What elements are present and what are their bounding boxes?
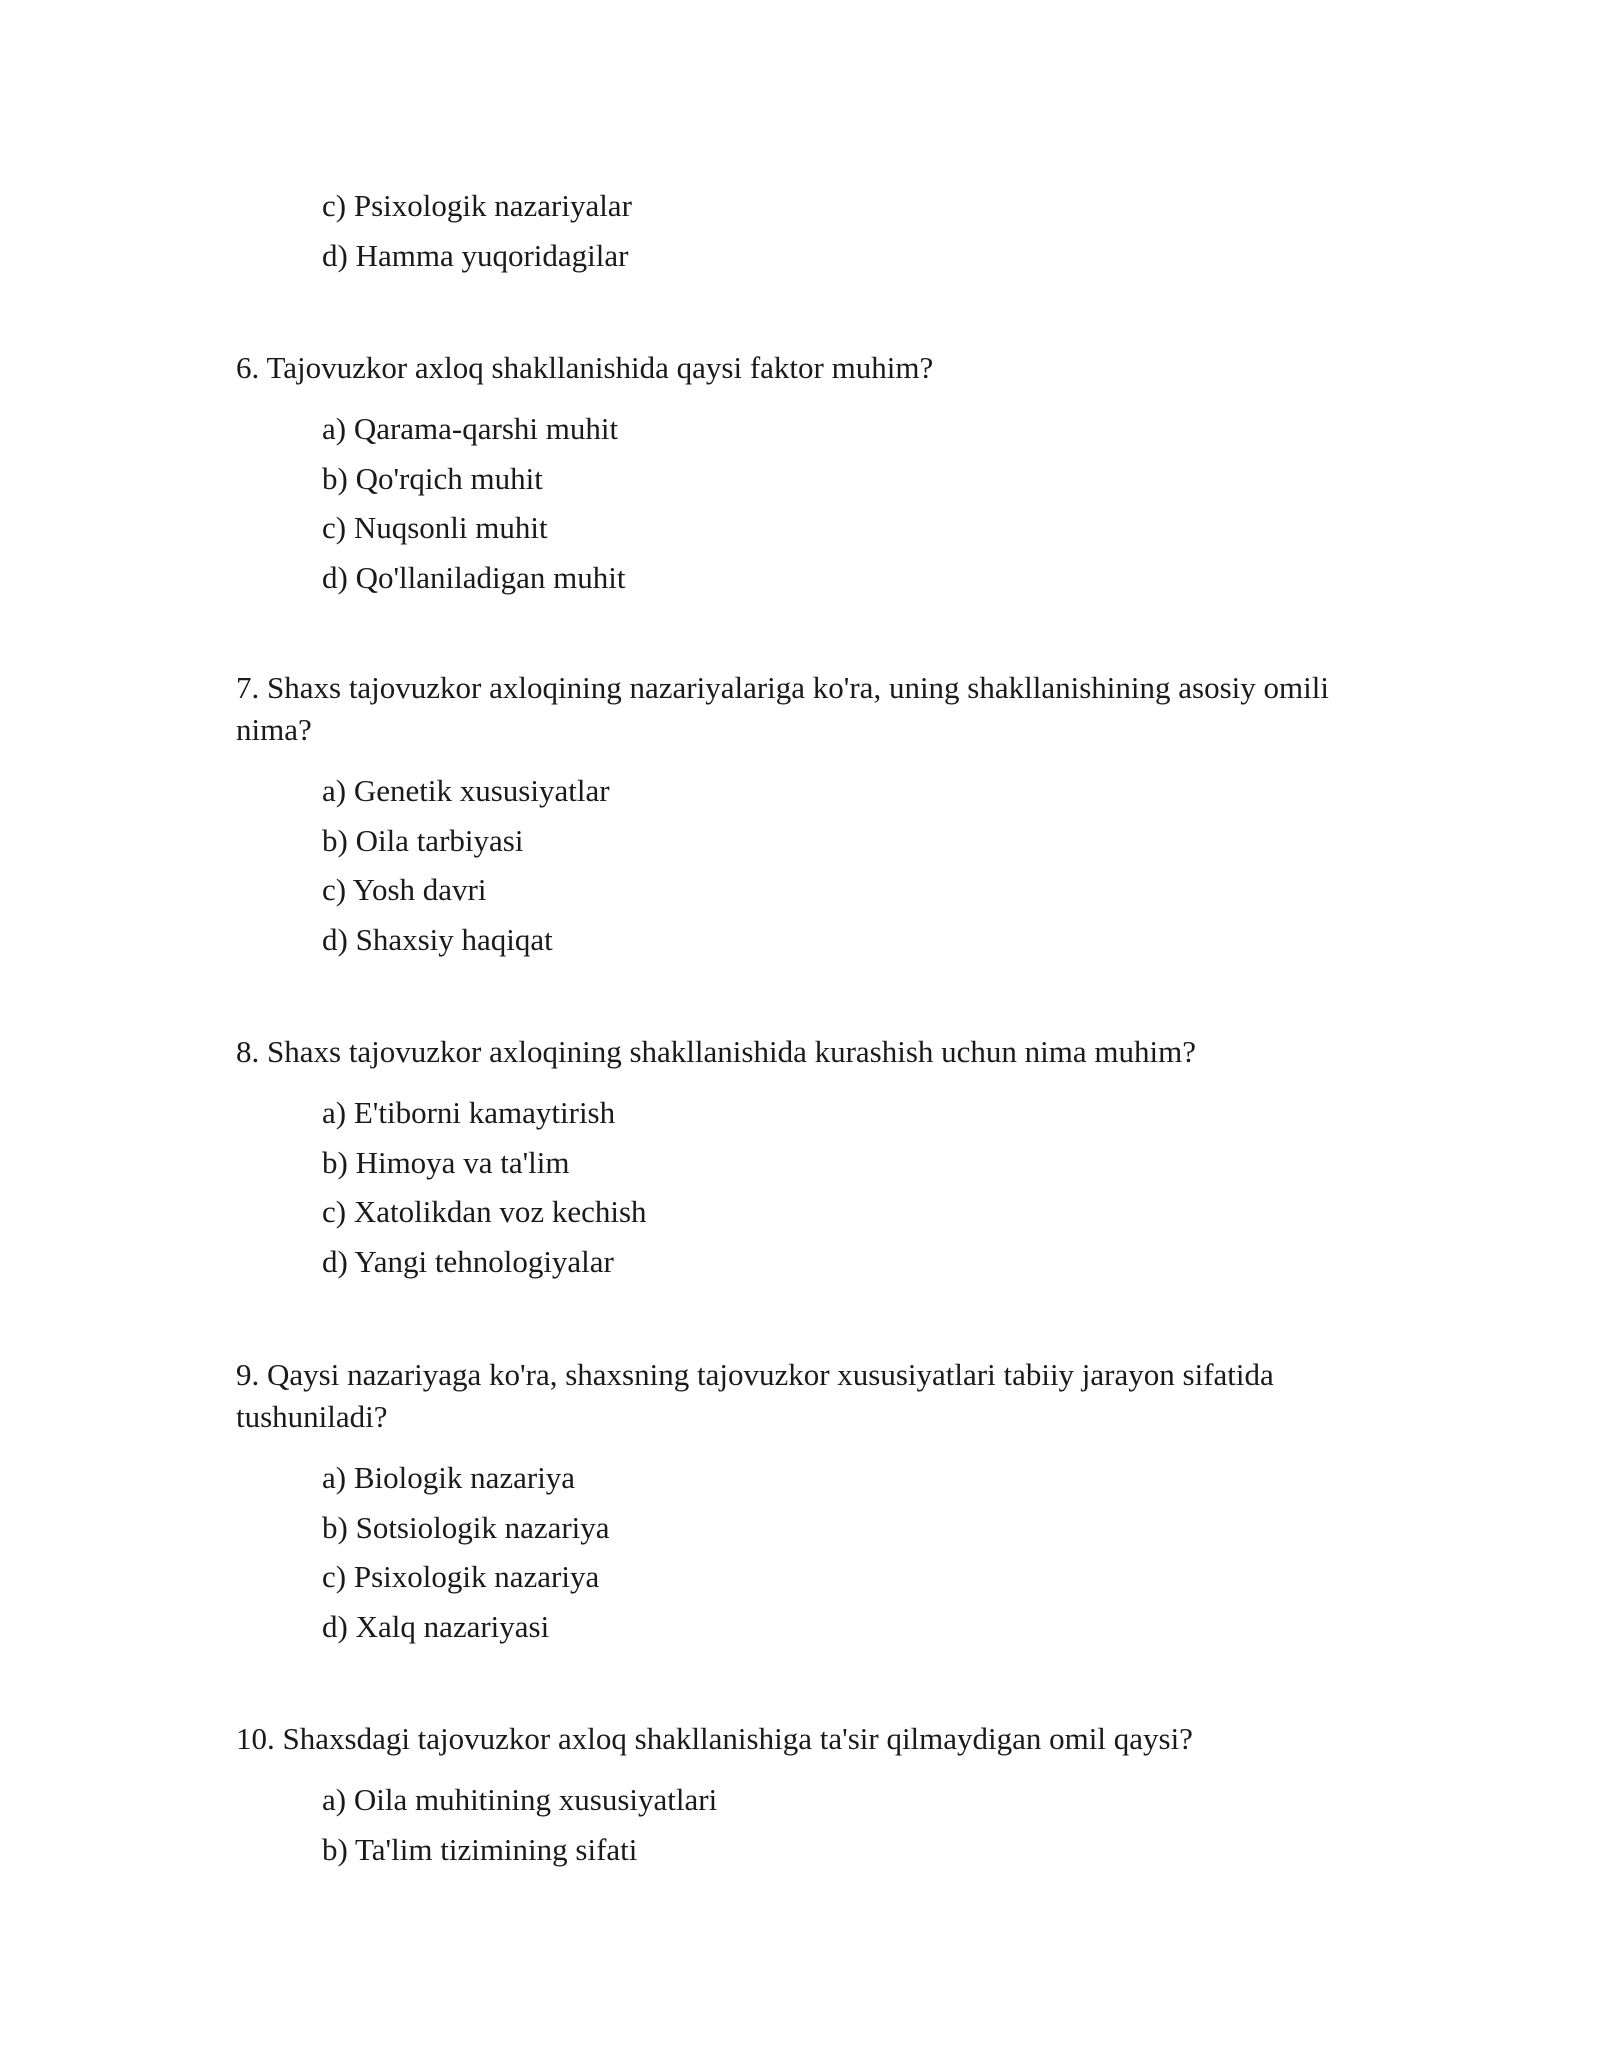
question-text: 8. Shaxs tajovuzkor axloqining shakllanishida kurashish uchun nima muhim? bbox=[236, 1034, 1197, 1069]
question-text: 10. Shaxsdagi tajovuzkor axloq shakllanishiga ta'sir qilmaydigan omil qaysi? bbox=[236, 1721, 1193, 1756]
answer-option-d: d) Qo'llaniladigan muhit bbox=[322, 559, 626, 595]
answer-option-a: a) Biologik nazariya bbox=[322, 1460, 576, 1495]
question-6 bbox=[236, 347, 1366, 602]
question-text: 6. Tajovuzkor axloq shakllanishida qaysi faktor muhim? bbox=[236, 350, 934, 385]
answer-option-a: a) Oila muhitining xususiyatlari bbox=[322, 1782, 718, 1817]
answer-option-a: a) Genetik xususiyatlar bbox=[322, 773, 610, 808]
answer-option-b: b) Sotsiologik nazariya bbox=[322, 1509, 610, 1545]
question-text: 9. Qaysi nazariyaga ko'ra, shaxsning tajovuzkor xususiyatlari tabiiy jarayon sifatida tushuniladi? bbox=[236, 1357, 1274, 1434]
answer-option-b: b) Ta'lim tizimining sifati bbox=[322, 1831, 638, 1867]
answer-option-d: d) Yangi tehnologiyalar bbox=[322, 1243, 614, 1279]
question-5-continuation bbox=[236, 181, 1366, 280]
answer-option-a: a) Qarama-qarshi muhit bbox=[322, 411, 619, 446]
answer-options bbox=[236, 1775, 1366, 1874]
answer-options bbox=[236, 1453, 1366, 1651]
answer-options bbox=[236, 1088, 1366, 1286]
answer-option-c: c) Yosh davri bbox=[322, 872, 487, 907]
answer-options bbox=[236, 404, 1366, 602]
question-9 bbox=[236, 1354, 1366, 1651]
question-10 bbox=[236, 1718, 1366, 1874]
answer-options bbox=[236, 766, 1366, 964]
answer-option-d: d) Xalq nazariyasi bbox=[322, 1608, 550, 1644]
answer-option-d: d) Shaxsiy haqiqat bbox=[322, 921, 553, 957]
question-8 bbox=[236, 1031, 1366, 1286]
answer-option-b: b) Qo'rqich muhit bbox=[322, 460, 543, 496]
answer-option-a: a) E'tiborni kamaytirish bbox=[322, 1095, 616, 1130]
question-text: 7. Shaxs tajovuzkor axloqining nazariyalariga ko'ra, uning shakllanishining asosiy omili nima? bbox=[236, 670, 1329, 747]
question-7 bbox=[236, 667, 1366, 964]
answer-option-c: c) Nuqsonli muhit bbox=[322, 510, 548, 545]
answer-option-b: b) Oila tarbiyasi bbox=[322, 822, 524, 858]
answer-options bbox=[236, 181, 1366, 280]
answer-option-c: c) Psixologik nazariyalar bbox=[322, 188, 632, 223]
answer-option-d: d) Hamma yuqoridagilar bbox=[322, 237, 629, 273]
answer-option-c: c) Psixologik nazariya bbox=[322, 1559, 600, 1594]
answer-option-c: c) Xatolikdan voz kechish bbox=[322, 1194, 647, 1229]
answer-option-b: b) Himoya va ta'lim bbox=[322, 1144, 570, 1180]
